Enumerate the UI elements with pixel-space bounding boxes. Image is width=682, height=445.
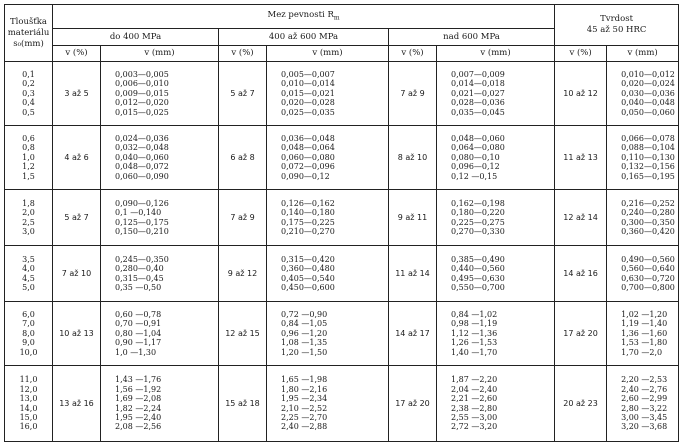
thickness-value: 15,0 <box>19 412 38 422</box>
clearance-mm-cell <box>437 366 555 442</box>
thickness-value: 5,0 <box>22 282 35 292</box>
thickness-value: 12,0 <box>19 384 38 394</box>
thickness-value: 0,1 <box>22 70 35 80</box>
clearance-mm-value: 1,87 —2,20 <box>451 375 498 385</box>
clearance-mm-value: 1,02 —1,20 <box>621 310 668 320</box>
thickness-group-row <box>5 366 679 442</box>
clearance-mm-value: 1,82 —2,24 <box>115 403 162 413</box>
col-header-v-pct: v (%) <box>219 46 267 62</box>
clearance-percent-cell: 7 až 9 <box>219 190 267 246</box>
clearance-percent-cell: 8 až 10 <box>389 126 437 190</box>
clearance-mm-value: 1,95 —2,40 <box>115 412 162 422</box>
clearance-mm-value: 0,040—0,048 <box>621 98 675 108</box>
strength-group-header <box>53 5 555 29</box>
clearance-mm-value: 1,53 —1,80 <box>621 338 668 348</box>
clearance-mm-value: 0,007—0,009 <box>451 70 505 80</box>
thickness-value: 3,0 <box>22 226 35 236</box>
thickness-value: 1,8 <box>22 198 35 208</box>
clearance-mm-value: 0,175—0,225 <box>281 217 335 227</box>
clearance-mm-value: 0,90 —1,17 <box>115 338 162 348</box>
clearance-mm-value: 0,025—0,035 <box>281 107 335 117</box>
clearance-mm-value: 0,560—0,640 <box>621 264 675 274</box>
thickness-value: 0,2 <box>22 79 35 89</box>
thickness-value: 8,0 <box>22 328 35 338</box>
clearance-mm-value: 0,60 —0,78 <box>115 310 162 320</box>
clearance-mm-cell <box>267 302 389 366</box>
clearance-percent-cell: 11 až 14 <box>389 246 437 302</box>
clearance-mm-cell <box>101 62 219 126</box>
clearance-mm-value: 0,005—0,007 <box>281 70 335 80</box>
thickness-value: 0,8 <box>22 143 35 153</box>
clearance-mm-value: 0,066—0,078 <box>621 134 675 144</box>
clearance-mm-value: 0,240—0,280 <box>621 208 675 218</box>
thickness-value: 14,0 <box>19 403 38 413</box>
thickness-header-line: s₀(mm) <box>13 38 44 49</box>
clearance-mm-value: 0,132—0,156 <box>621 162 675 172</box>
clearance-mm-value: 0,032—0,048 <box>115 143 169 153</box>
thickness-group-row <box>5 62 679 126</box>
clearance-mm-value: 2,04 —2,40 <box>451 384 498 394</box>
clearance-percent-cell: 3 až 5 <box>53 62 101 126</box>
col-header-v-pct: v (%) <box>555 46 607 62</box>
clearance-percent-cell: 7 až 10 <box>53 246 101 302</box>
clearance-mm-value: 1,08 —1,35 <box>281 338 328 348</box>
clearance-mm-value: 1,65 —1,98 <box>281 375 328 385</box>
clearance-mm-value: 0,225—0,275 <box>451 217 505 227</box>
clearance-mm-value: 3,20 —3,68 <box>621 422 668 432</box>
clearance-mm-value: 0,028—0,036 <box>451 98 505 108</box>
thickness-value: 4,5 <box>22 273 35 283</box>
thickness-value: 11,0 <box>19 375 38 385</box>
clearance-mm-value: 0,72 —0,90 <box>281 310 328 320</box>
clearance-mm-value: 0,040—0,060 <box>115 152 169 162</box>
clearance-percent-cell: 12 až 14 <box>555 190 607 246</box>
thickness-group-row <box>5 126 679 190</box>
clearance-mm-cell <box>267 190 389 246</box>
clearance-mm-cell <box>437 190 555 246</box>
clearance-mm-value: 0,245—0,350 <box>115 254 169 264</box>
strength-group-subscript: m <box>333 14 340 22</box>
clearance-mm-value: 0,010—0,014 <box>281 79 335 89</box>
clearance-mm-value: 0,12 —0,15 <box>451 171 498 181</box>
clearance-mm-cell <box>607 246 679 302</box>
clearance-mm-value: 3,00 —3,45 <box>621 412 668 422</box>
clearance-mm-value: 0,020—0,024 <box>621 79 675 89</box>
thickness-value: 13,0 <box>19 394 38 404</box>
clearance-mm-value: 2,20 —2,53 <box>621 375 668 385</box>
clearance-percent-cell: 15 až 18 <box>219 366 267 442</box>
strength-group-label: Mez pevnosti R <box>267 9 334 20</box>
clearance-mm-value: 0,015—0,021 <box>281 88 335 98</box>
clearance-mm-value: 0,006—0,010 <box>115 79 169 89</box>
clearance-mm-value: 0,021—0,027 <box>451 88 505 98</box>
clearance-mm-value: 0,280—0,40 <box>115 264 164 274</box>
clearance-percent-cell: 5 až 7 <box>219 62 267 126</box>
clearance-mm-value: 1,26 —1,53 <box>451 338 498 348</box>
clearance-mm-value: 0,162—0,198 <box>451 198 505 208</box>
clearance-percent-cell: 17 až 20 <box>389 366 437 442</box>
clearance-mm-cell <box>101 366 219 442</box>
clearance-mm-cell <box>267 246 389 302</box>
col-header-v-pct: v (%) <box>53 46 101 62</box>
clearance-mm-value: 0,180—0,220 <box>451 208 505 218</box>
clearance-mm-cell <box>437 126 555 190</box>
clearance-mm-value: 0,490—0,560 <box>621 254 675 264</box>
thickness-value: 2,0 <box>22 208 35 218</box>
clearance-mm-value: 0,003—0,005 <box>115 70 169 80</box>
clearance-mm-cell <box>607 302 679 366</box>
clearance-mm-value: 0,126—0,162 <box>281 198 335 208</box>
clearance-mm-value: 2,21 —2,60 <box>451 394 498 404</box>
clearance-mm-cell <box>267 62 389 126</box>
clearance-mm-value: 0,048—0,064 <box>281 143 335 153</box>
clearance-mm-value: 0,450—0,600 <box>281 282 335 292</box>
clearance-mm-value: 0,80 —1,04 <box>115 328 162 338</box>
clearance-mm-value: 0,088—0,104 <box>621 143 675 153</box>
clearance-mm-cell <box>101 126 219 190</box>
clearance-mm-value: 1,69 —2,08 <box>115 394 162 404</box>
clearance-mm-value: 1,36 —1,60 <box>621 328 668 338</box>
clearance-mm-value: 0,84 —1,02 <box>451 310 498 320</box>
clearance-mm-value: 0,70 —0,91 <box>115 319 162 329</box>
thickness-value: 10,0 <box>19 347 38 357</box>
clearance-mm-cell <box>607 190 679 246</box>
thickness-value: 0,5 <box>22 107 35 117</box>
clearance-mm-cell <box>607 62 679 126</box>
col-header-v-mm: v (mm) <box>437 46 555 62</box>
clearance-mm-value: 0,050—0,060 <box>621 107 675 117</box>
thickness-value: 4,0 <box>22 264 35 274</box>
hardness-header-line: Tvrdost <box>600 14 633 24</box>
clearance-percent-cell: 6 až 8 <box>219 126 267 190</box>
col-header-v-pct: v (%) <box>389 46 437 62</box>
clearance-mm-value: 0,300—0,350 <box>621 217 675 227</box>
range-header-high: nad 600 MPa <box>389 29 555 46</box>
clearance-mm-value: 0,014—0,018 <box>451 79 505 89</box>
clearance-percent-cell: 12 až 15 <box>219 302 267 366</box>
clearance-mm-cell <box>101 246 219 302</box>
clearance-mm-value: 0,020—0,028 <box>281 98 335 108</box>
clearance-percent-cell: 10 až 13 <box>53 302 101 366</box>
thickness-cell <box>5 190 53 246</box>
clearance-mm-value: 2,55 —3,00 <box>451 412 498 422</box>
clearance-mm-cell <box>101 190 219 246</box>
thickness-group-row <box>5 246 679 302</box>
thickness-group-row <box>5 302 679 366</box>
clearance-mm-cell <box>267 366 389 442</box>
clearance-mm-value: 2,80 —3,22 <box>621 403 668 413</box>
clearance-mm-cell <box>437 302 555 366</box>
clearance-mm-value: 0,385—0,490 <box>451 254 505 264</box>
clearance-mm-value: 0,360—0,420 <box>621 226 675 236</box>
thickness-value: 0,3 <box>22 88 35 98</box>
clearance-mm-value: 0,012—0,020 <box>115 98 169 108</box>
thickness-cell <box>5 302 53 366</box>
clearance-mm-value: 0,080—0,10 <box>451 152 500 162</box>
clearance-mm-value: 0,036—0,048 <box>281 134 335 144</box>
clearance-mm-value: 0,064—0,080 <box>451 143 505 153</box>
clearance-mm-value: 0,270—0,330 <box>451 226 505 236</box>
clearance-mm-value: 0,125—0,175 <box>115 217 169 227</box>
clearance-mm-value: 1,70 —2,0 <box>621 347 663 357</box>
clearance-mm-value: 0,550—0,700 <box>451 282 505 292</box>
thickness-value: 9,0 <box>22 338 35 348</box>
clearance-percent-cell: 9 až 11 <box>389 190 437 246</box>
thickness-value: 6,0 <box>22 310 35 320</box>
clearance-mm-value: 0,009—0,015 <box>115 88 169 98</box>
clearance-mm-value: 1,80 —2,16 <box>281 384 328 394</box>
range-header-low: do 400 MPa <box>53 29 219 46</box>
thickness-value: 0,6 <box>22 134 35 144</box>
clearance-mm-value: 0,98 —1,19 <box>451 319 498 329</box>
clearance-mm-value: 0,110—0,130 <box>621 152 675 162</box>
thickness-group-row <box>5 190 679 246</box>
clearance-mm-cell <box>607 366 679 442</box>
clearance-table-sheet <box>4 4 678 441</box>
thickness-header <box>5 5 53 62</box>
clearance-mm-value: 2,08 —2,56 <box>115 422 162 432</box>
clearance-mm-value: 0,035—0,045 <box>451 107 505 117</box>
clearance-percent-cell: 17 až 20 <box>555 302 607 366</box>
thickness-value: 1,0 <box>22 152 35 162</box>
hardness-header-line: 45 až 50 HRC <box>586 25 647 35</box>
clearance-percent-cell: 9 až 12 <box>219 246 267 302</box>
clearance-mm-value: 1,0 —1,30 <box>115 347 157 357</box>
clearance-percent-cell: 14 až 17 <box>389 302 437 366</box>
clearance-mm-value: 1,56 —1,92 <box>115 384 162 394</box>
clearance-percent-cell: 20 až 23 <box>555 366 607 442</box>
clearance-mm-value: 1,19 —1,40 <box>621 319 668 329</box>
clearance-mm-value: 1,20 —1,50 <box>281 347 328 357</box>
clearance-mm-value: 0,030—0,036 <box>621 88 675 98</box>
thickness-value: 0,4 <box>22 98 35 108</box>
clearance-mm-value: 0,35 —0,50 <box>115 282 162 292</box>
clearance-mm-cell <box>267 126 389 190</box>
thickness-value: 1,5 <box>22 171 35 181</box>
col-header-v-mm: v (mm) <box>101 46 219 62</box>
clearance-mm-value: 0,315—0,45 <box>115 273 164 283</box>
clearance-mm-value: 0,630—0,720 <box>621 273 675 283</box>
thickness-cell <box>5 126 53 190</box>
clearance-mm-value: 0,84 —1,05 <box>281 319 328 329</box>
clearance-mm-value: 2,38 —2,80 <box>451 403 498 413</box>
clearance-mm-value: 0,048—0,060 <box>451 134 505 144</box>
clearance-mm-value: 0,360—0,480 <box>281 264 335 274</box>
thickness-value: 16,0 <box>19 422 38 432</box>
clearance-mm-cell <box>607 126 679 190</box>
clearance-mm-value: 0,060—0,090 <box>115 171 169 181</box>
clearance-mm-value: 0,1 —0,140 <box>115 208 162 218</box>
thickness-value: 2,5 <box>22 217 35 227</box>
clearance-mm-value: 0,024—0,036 <box>115 134 169 144</box>
clearance-mm-value: 0,090—0,12 <box>281 171 330 181</box>
col-header-v-mm: v (mm) <box>267 46 389 62</box>
clearance-mm-value: 2,60 —2,99 <box>621 394 668 404</box>
clearance-percent-cell: 5 až 7 <box>53 190 101 246</box>
clearance-percent-cell: 4 až 6 <box>53 126 101 190</box>
clearance-percent-cell: 10 až 12 <box>555 62 607 126</box>
thickness-value: 7,0 <box>22 319 35 329</box>
thickness-cell <box>5 366 53 442</box>
clearance-mm-value: 0,140—0,180 <box>281 208 335 218</box>
clearance-mm-cell <box>101 302 219 366</box>
thickness-cell <box>5 62 53 126</box>
clearance-mm-value: 0,210—0,270 <box>281 226 335 236</box>
clearance-mm-value: 0,315—0,420 <box>281 254 335 264</box>
clearance-mm-value: 1,12 —1,36 <box>451 328 498 338</box>
clearance-mm-value: 0,216—0,252 <box>621 198 675 208</box>
col-header-v-mm: v (mm) <box>607 46 679 62</box>
clearance-mm-value: 1,40 —1,70 <box>451 347 498 357</box>
clearance-mm-value: 0,495—0,630 <box>451 273 505 283</box>
clearance-mm-value: 0,072—0,096 <box>281 162 335 172</box>
clearance-mm-value: 0,096—0,12 <box>451 162 500 172</box>
clearance-mm-value: 0,150—0,210 <box>115 226 169 236</box>
clearance-mm-value: 0,440—0,560 <box>451 264 505 274</box>
clearance-mm-cell <box>437 62 555 126</box>
clearance-mm-value: 0,165—0,195 <box>621 171 675 181</box>
clearance-mm-value: 0,048—0,072 <box>115 162 169 172</box>
clearance-mm-value: 0,015—0,025 <box>115 107 169 117</box>
thickness-header-line: Tloušťka <box>10 16 47 27</box>
thickness-cell <box>5 246 53 302</box>
clearance-mm-value: 1,95 —2,34 <box>281 394 328 404</box>
clearance-mm-value: 0,060—0,080 <box>281 152 335 162</box>
clearance-mm-value: 0,090—0,126 <box>115 198 169 208</box>
thickness-value: 3,5 <box>22 254 35 264</box>
clearance-mm-value: 1,43 —1,76 <box>115 375 162 385</box>
clearance-mm-value: 2,40 —2,88 <box>281 422 328 432</box>
clearance-percent-cell: 11 až 13 <box>555 126 607 190</box>
clearance-percent-cell: 7 až 9 <box>389 62 437 126</box>
clearance-mm-value: 2,10 —2,52 <box>281 403 328 413</box>
clearance-percent-cell: 13 až 16 <box>53 366 101 442</box>
clearance-table <box>4 4 679 442</box>
clearance-mm-value: 0,700—0,800 <box>621 282 675 292</box>
clearance-mm-value: 2,40 —2,76 <box>621 384 668 394</box>
hardness-header <box>555 5 679 46</box>
clearance-mm-cell <box>437 246 555 302</box>
thickness-value: 1,2 <box>22 162 35 172</box>
thickness-header-line: materiálu <box>7 27 50 38</box>
clearance-mm-value: 0,96 —1,20 <box>281 328 328 338</box>
table-body <box>5 5 679 442</box>
clearance-mm-value: 0,405—0,540 <box>281 273 335 283</box>
range-header-mid: 400 až 600 MPa <box>219 29 389 46</box>
clearance-mm-value: 0,010—0,012 <box>621 70 675 80</box>
clearance-percent-cell: 14 až 16 <box>555 246 607 302</box>
clearance-mm-value: 2,72 —3,20 <box>451 422 498 432</box>
clearance-mm-value: 2,25 —2,70 <box>281 412 328 422</box>
